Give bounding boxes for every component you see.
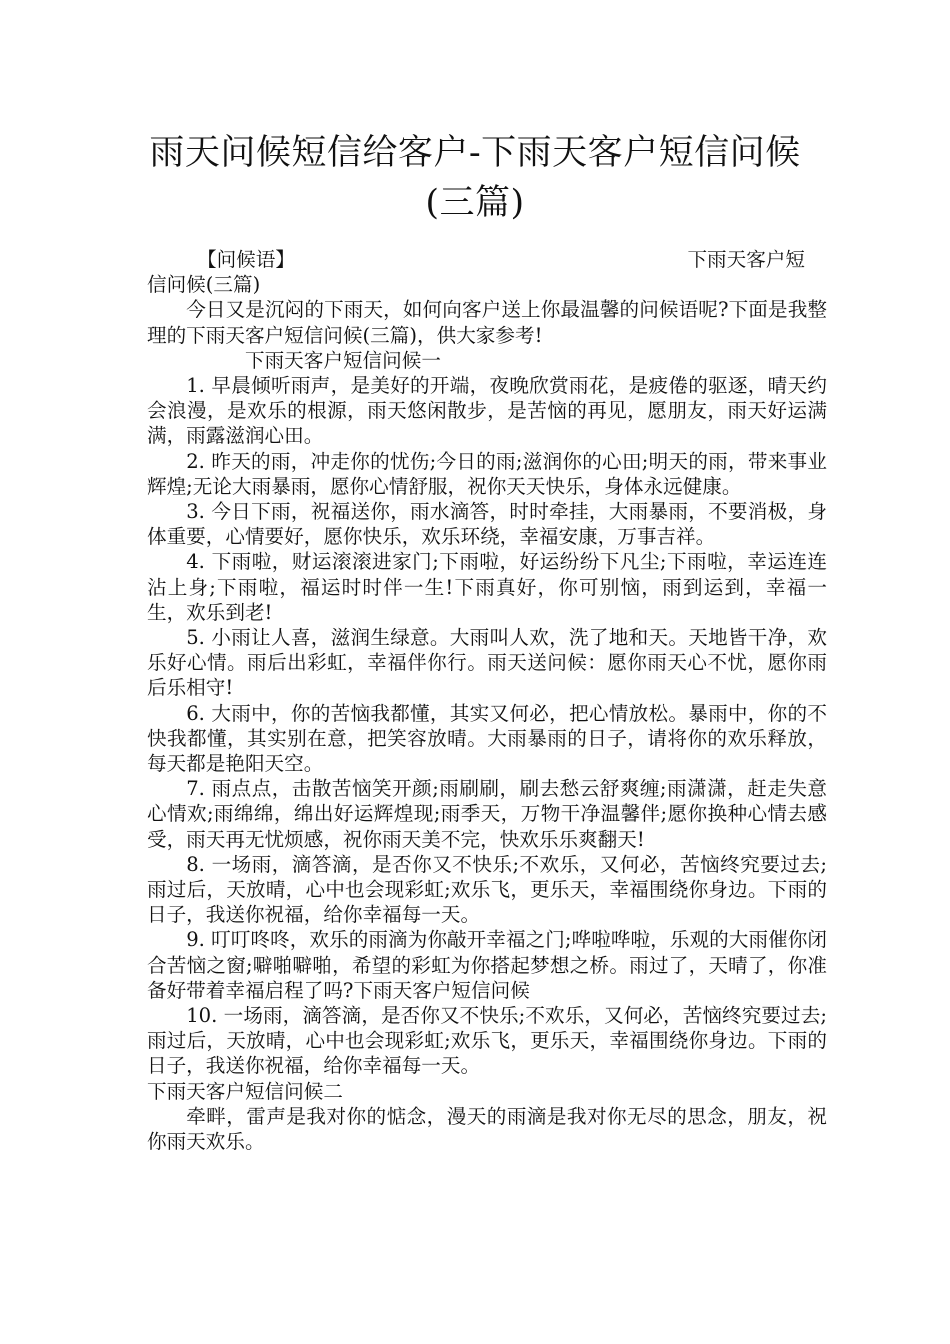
list-item: 10. 一场雨，滴答滴，是否你又不快乐;不欢乐，又何必，苦恼终究要过去;雨过后，天放晴，心中也会现彩虹;欢乐飞，更乐天，幸福围绕你身边。下雨的日子，我送你祝福，给你幸福每一天。 — [147, 1004, 827, 1078]
list-item: 1. 早晨倾听雨声，是美好的开端，夜晚欣赏雨花，是疲倦的驱逐，晴天约会浪漫，是欢乐的根源，雨天悠闲散步，是苦恼的再见，愿朋友，雨天好运满满，雨露滋润心田。 — [147, 374, 827, 448]
document-body — [147, 247, 827, 1154]
intro-paragraph: 今日又是沉闷的下雨天，如何向客户送上你最温馨的问候语呢?下面是我整理的下雨天客户短信问候(三篇)，供大家参考! — [147, 298, 827, 347]
list-item: 8. 一场雨，滴答滴，是否你又不快乐;不欢乐，又何必，苦恼终究要过去;雨过后，天放晴，心中也会现彩虹;欢乐飞，更乐天，幸福围绕你身边。下雨的日子，我送你祝福，给你幸福每一天。 — [147, 852, 827, 927]
section-heading-2: 下雨天客户短信问候二 — [147, 1079, 343, 1103]
header-continuation: 信问候(三篇) — [147, 273, 261, 297]
list-item: 9. 叮叮咚咚，欢乐的雨滴为你敲开幸福之门;哗啦哗啦，乐观的大雨催你闭合苦恼之窗;噼啪噼啪，希望的彩虹为你搭起梦想之桥。雨过了，天晴了，你准备好带着幸福启程了吗?下雨天客户短信问候 — [147, 928, 827, 1002]
header-tag: 【问候语】 — [197, 248, 295, 271]
document-title — [100, 128, 850, 228]
section-heading-1: 下雨天客户短信问候一 — [245, 348, 441, 372]
list-item: 6. 大雨中，你的苦恼我都懂，其实又何必，把心情放松。暴雨中，你的不快我都懂，其实别在意，把笑容放晴。大雨暴雨的日子，请将你的欢乐释放，每天都是艳阳天空。 — [147, 701, 827, 776]
list-item: 3. 今日下雨，祝福送你，雨水滴答，时时牵挂，大雨暴雨，不要消极，身体重要，心情要好，愿你快乐，欢乐环绕，幸福安康，万事吉祥。 — [147, 500, 827, 549]
title-line-1: 雨天问候短信给客户-下雨天客户短信问候 — [149, 133, 801, 173]
list-item: 7. 雨点点，击散苦恼笑开颜;雨刷刷，刷去愁云舒爽缠;雨潇潇，赶走失意心情欢;雨绵绵，绵出好运辉煌现;雨季天，万物干净温馨伴;愿你换种心情去感受，雨天再无忧烦感，祝你雨天美不完，快欢乐乐爽翻天! — [147, 777, 827, 851]
list-item: 4. 下雨啦，财运滚滚进家门;下雨啦，好运纷纷下凡尘;下雨啦，幸运连连沾上身;下雨啦，福运时时伴一生!下雨真好，你可别恼，雨到运到，幸福一生，欢乐到老! — [147, 550, 827, 624]
header-row — [147, 247, 827, 272]
header-right-text: 下雨天客户短 — [687, 248, 805, 271]
list-item: 5. 小雨让人喜，滋润生绿意。大雨叫人欢，洗了地和天。天地皆干净，欢乐好心情。雨后出彩虹，幸福伴你行。雨天送问候：愿你雨天心不忧，愿你雨后乐相守! — [147, 626, 827, 700]
list-item: 2. 昨天的雨，冲走你的忧伤;今日的雨;滋润你的心田;明天的雨，带来事业辉煌;无论大雨暴雨，愿你心情舒服，祝你天天快乐，身体永远健康。 — [147, 449, 827, 498]
title-line-2: (三篇) — [425, 183, 525, 223]
section-2-paragraph: 牵畔，雷声是我对你的惦念，漫天的雨滴是我对你无尽的思念，朋友，祝你雨天欢乐。 — [147, 1104, 827, 1154]
